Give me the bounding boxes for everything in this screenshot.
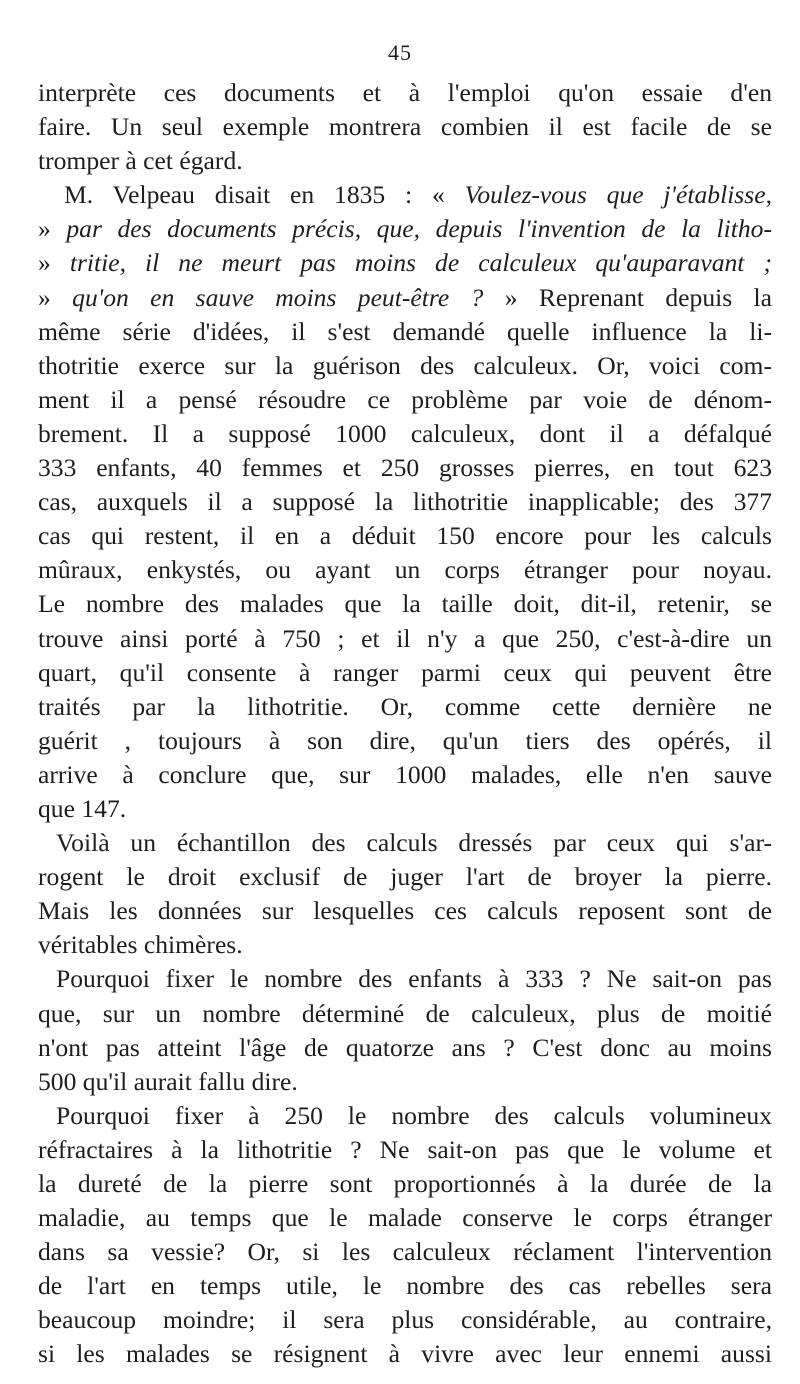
text-line: dans sa vessie? Or, si les calculeux réclament l'intervention [38, 1237, 772, 1267]
text-line: même série d'idées, il s'est demandé quelle influence la li- [38, 316, 772, 346]
text-line: n'ont pas atteint l'âge de quatorze ans ? C'est donc au moins [38, 1032, 772, 1062]
text-line: cas qui restent, il en a déduit 150 encore pour les calculs [38, 521, 772, 551]
text-line: M. Velpeau disait en 1835 : « Voulez-vous que j'établisse, [64, 180, 772, 210]
text-line: si les malades se résignent à vivre avec leur ennemi aussi [38, 1339, 772, 1369]
text-line: que 147. [38, 793, 127, 823]
text-line: véritables chimères. [38, 930, 243, 960]
text-line: » tritie, il ne meurt pas moins de calculeux qu'auparavant ; [38, 248, 772, 278]
text-line: trouve ainsi porté à 750 ; et il n'y a que 250, c'est-à-dire un [38, 623, 772, 653]
text-line: beaucoup moindre; il sera plus considérable, au contraire, [38, 1305, 772, 1335]
text-line: ment il a pensé résoudre ce problème par voie de dénom- [38, 384, 772, 414]
text-line: Voilà un échantillon des calculs dressés par ceux qui s'ar- [56, 828, 772, 858]
text-line: arrive à conclure que, sur 1000 malades, elle n'en sauve [38, 759, 772, 789]
quoted-passage: qu'on en sauve moins peut-être ? [72, 282, 484, 312]
text-line: brement. Il a supposé 1000 calculeux, dont il a défalqué [38, 418, 772, 448]
body-text [38, 76, 772, 1372]
text-line: cas, auxquels il a supposé la lithotritie inapplicable; des 377 [38, 487, 772, 517]
text-line: quart, qu'il consente à ranger parmi ceux qui peuvent être [38, 657, 772, 687]
text-line: 333 enfants, 40 femmes et 250 grosses pierres, en tout 623 [38, 453, 772, 483]
quoted-passage: tritie, il ne meurt pas moins de calculeux qu'auparavant ; [69, 248, 772, 278]
text-line: traités par la lithotritie. Or, comme cette dernière ne [38, 691, 772, 721]
text-line: la dureté de la pierre sont proportionnés à la durée de la [38, 1169, 772, 1198]
text-line: faire. Un seul exemple montrera combien il est facile de se [38, 112, 772, 142]
text-line: mûraux, enkystés, ou ayant un corps étranger pour noyau. [38, 555, 772, 585]
page-number: 45 [388, 40, 412, 65]
text-line: Le nombre des malades que la taille doit, dit-il, retenir, se [38, 589, 772, 619]
text-line: thotritie exerce sur la guérison des calculeux. Or, voici com- [38, 350, 772, 380]
text-line: Pourquoi fixer le nombre des enfants à 333 ? Ne sait-on pas [56, 964, 772, 994]
text-line: maladie, au temps que le malade conserve le corps étranger [38, 1203, 772, 1233]
text-line: Mais les données sur lesquelles ces calculs reposent sont de [38, 896, 772, 926]
text-line: Pourquoi fixer à 250 le nombre des calculs volumineux [56, 1100, 772, 1130]
text-line: interprète ces documents et à l'emploi qu'on essaie d'en [38, 78, 772, 107]
text-line: rogent le droit exclusif de juger l'art de broyer la pierre. [38, 862, 772, 892]
text-line: » qu'on en sauve moins peut-être ? » Reprenant depuis la [38, 282, 773, 312]
text-line: » par des documents précis, que, depuis l'invention de la litho- [38, 214, 772, 244]
quoted-passage: par des documents précis, que, depuis l'invention de la litho- [66, 214, 772, 244]
text-line: de l'art en temps utile, le nombre des cas rebelles sera [38, 1271, 772, 1301]
text-line: guérit , toujours à son dire, qu'un tiers des opérés, il [38, 725, 772, 755]
text-line: réfractaires à la lithotritie ? Ne sait-on pas que le volume et [38, 1134, 772, 1164]
text-line: tromper à cet égard. [38, 146, 243, 176]
quoted-passage: Voulez-vous que j'établisse, [464, 180, 772, 210]
text-line: que, sur un nombre déterminé de calculeux, plus de moitié [38, 998, 772, 1028]
text-line: 500 qu'il aurait fallu dire. [38, 1066, 298, 1096]
